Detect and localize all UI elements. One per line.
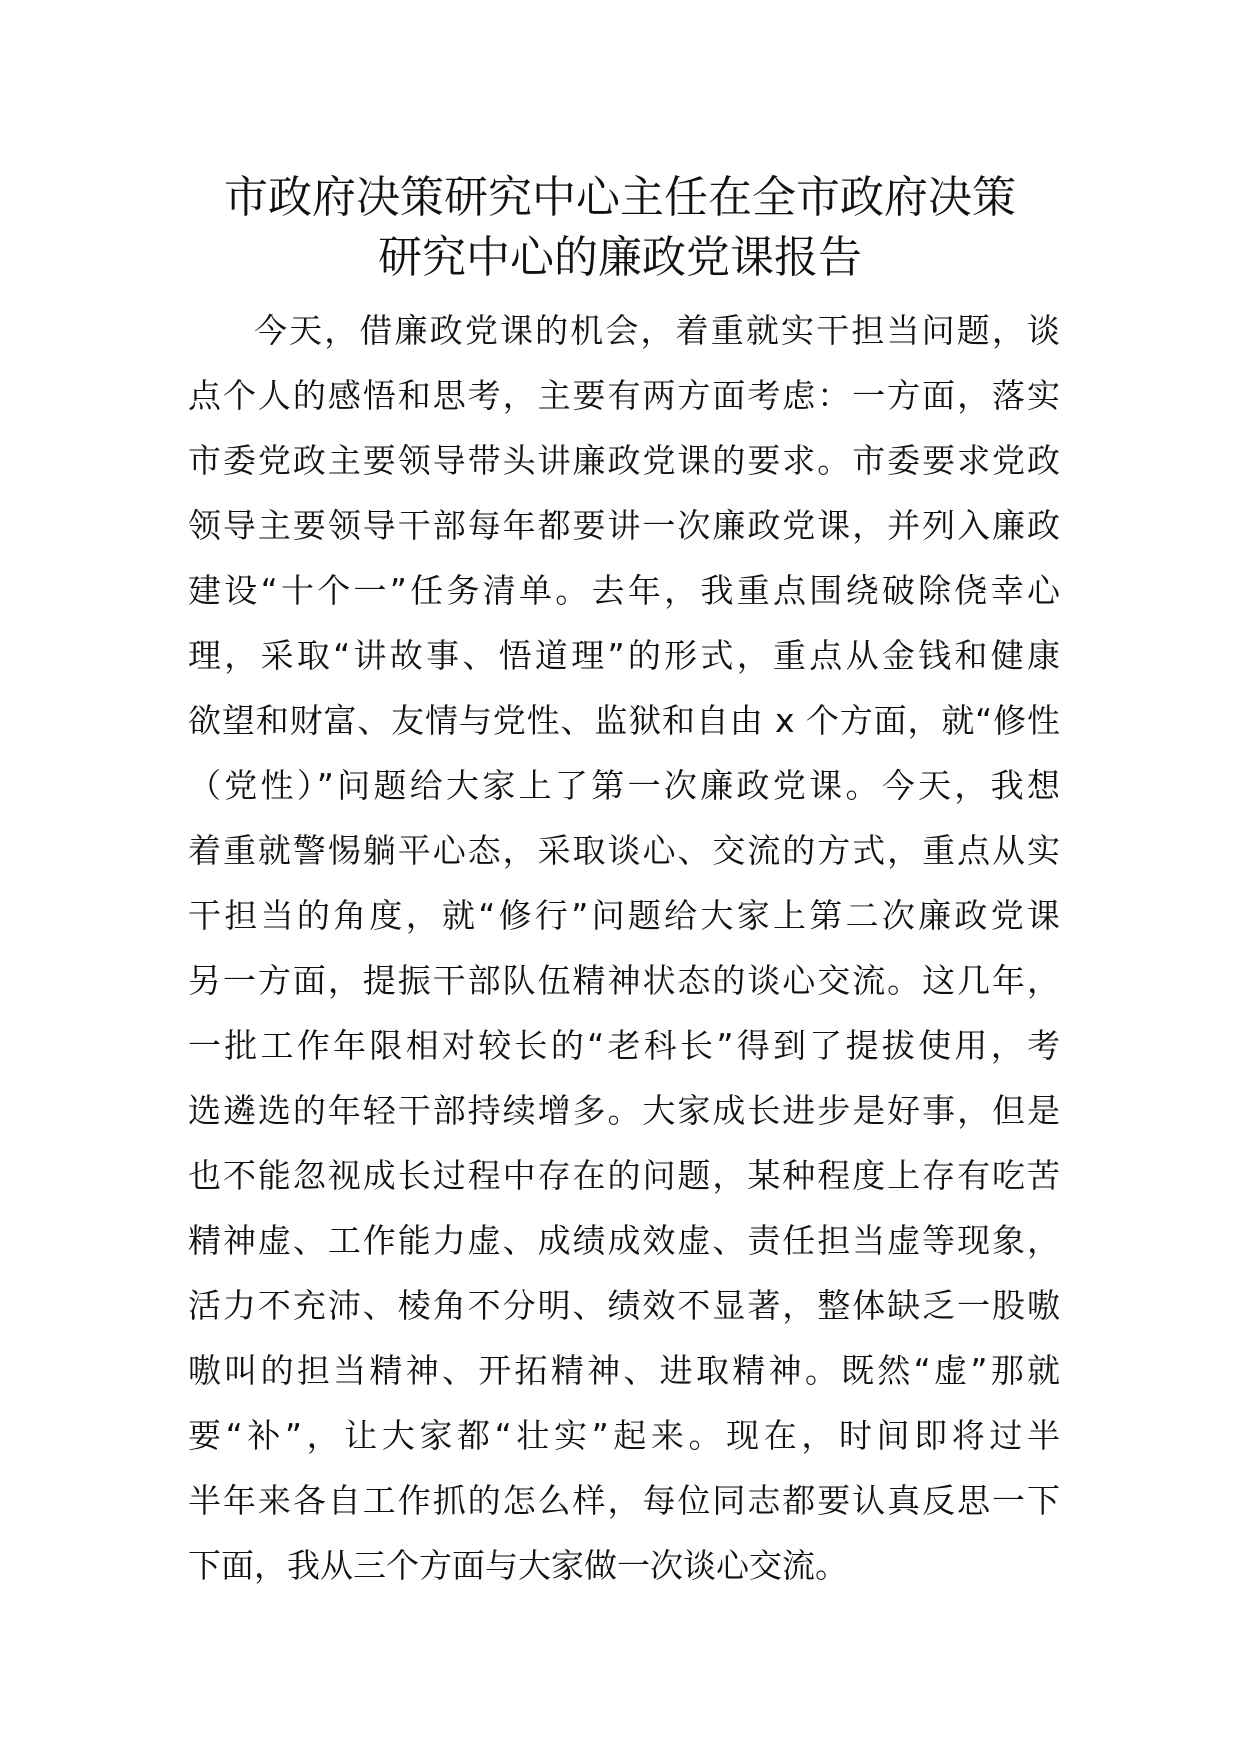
body-line: 另一方面，提振干部队伍精神状态的谈心交流。这几年，	[188, 961, 1060, 1000]
body-line: 市委党政主要领导带头讲廉政党课的要求。市委要求党政	[188, 441, 1060, 480]
body-line: 也不能忽视成长过程中存在的问题，某种程度上存有吃苦	[188, 1156, 1060, 1195]
title-line-1: 市政府决策研究中心主任在全市政府决策	[224, 172, 1016, 223]
body-line: （党性）”问题给大家上了第一次廉政党课。今天，我想	[188, 766, 1060, 805]
body-line: 领导主要领导干部每年都要讲一次廉政党课，并列入廉政	[188, 506, 1060, 545]
title-line-2: 研究中心的廉政党课报告	[378, 232, 862, 283]
document-body	[188, 298, 1060, 1598]
body-line: 点个人的感悟和思考，主要有两方面考虑：一方面，落实	[188, 376, 1060, 415]
body-line: 欲望和财富、友情与党性、监狱和自由 x 个方面，就“修性	[188, 701, 1060, 740]
body-line: 今天，借廉政党课的机会，着重就实干担当问题，谈	[254, 311, 1060, 350]
body-line: 下面，我从三个方面与大家做一次谈心交流。	[188, 1546, 848, 1585]
body-line: 要“补”，让大家都“壮实”起来。现在，时间即将过半	[188, 1416, 1060, 1455]
body-line: 嗷叫的担当精神、开拓精神、进取精神。既然“虚”那就	[188, 1351, 1060, 1390]
body-line: 活力不充沛、棱角不分明、绩效不显著，整体缺乏一股嗷	[188, 1286, 1060, 1325]
body-line: 建设“十个一”任务清单。去年，我重点围绕破除侥幸心	[188, 571, 1060, 610]
body-line: 着重就警惕躺平心态，采取谈心、交流的方式，重点从实	[188, 831, 1060, 870]
body-line: 理，采取“讲故事、悟道理”的形式，重点从金钱和健康	[188, 636, 1060, 675]
body-line: 一批工作年限相对较长的“老科长”得到了提拔使用，考	[188, 1026, 1060, 1065]
body-line: 干担当的角度，就“修行”问题给大家上第二次廉政党课	[188, 896, 1060, 935]
body-line: 半年来各自工作抓的怎么样，每位同志都要认真反思一下	[188, 1481, 1060, 1520]
document-title	[160, 168, 1080, 288]
body-line: 选遴选的年轻干部持续增多。大家成长进步是好事，但是	[188, 1091, 1060, 1130]
body-line: 精神虚、工作能力虚、成绩成效虚、责任担当虚等现象，	[188, 1221, 1060, 1260]
